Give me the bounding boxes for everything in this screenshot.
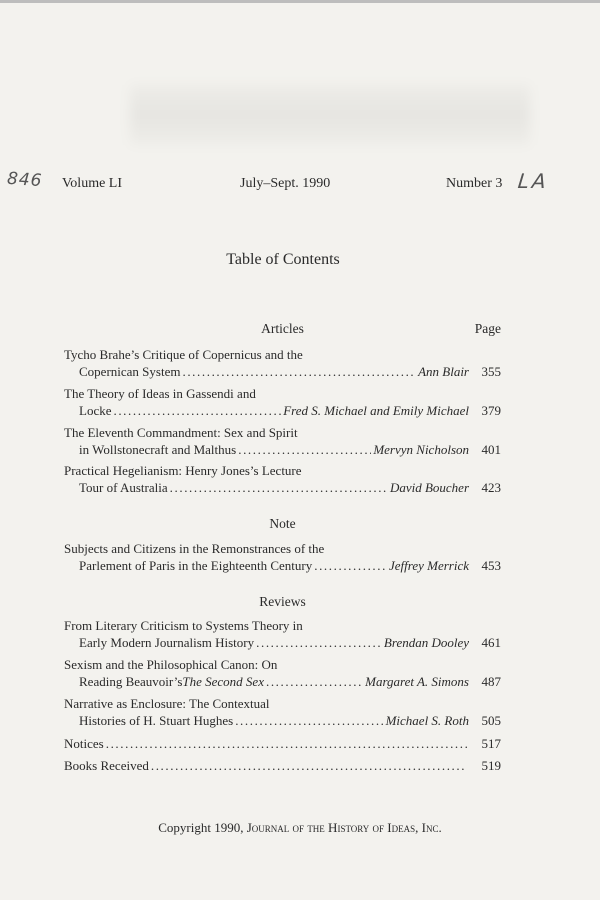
toc-entry-notices[interactable]	[64, 735, 501, 752]
dot-leader	[235, 712, 383, 729]
dot-leader	[266, 673, 363, 690]
entry-title-line2: Early Modern Journalism History	[79, 635, 255, 650]
entry-page: 461	[481, 635, 501, 650]
entry-author: Margaret A. Simons	[365, 674, 469, 689]
entry-title-line1: The Theory of Ideas in Gassendi and	[64, 386, 256, 401]
entry-title-line2: in Wollstonecraft and Malthus	[79, 442, 237, 457]
toc-entry[interactable]	[64, 385, 501, 419]
page-column-label: Page	[474, 321, 501, 336]
page-top-edge	[0, 0, 600, 3]
entry-title-line1: Tycho Brahe’s Critique of Copernicus and the	[64, 347, 303, 362]
dot-leader	[182, 363, 416, 380]
entry-author: Fred S. Michael and Emily Michael	[283, 403, 469, 418]
dot-leader	[256, 634, 382, 651]
section-heading-articles: Articles	[261, 321, 304, 336]
entry-page: 453	[481, 558, 501, 573]
entry-page: 423	[481, 480, 501, 495]
entry-page: 519	[481, 758, 501, 773]
dot-leader	[151, 757, 467, 774]
entry-page: 505	[481, 713, 501, 728]
handwritten-annotation-right: LA	[516, 169, 551, 193]
entry-title-line1: Narrative as Enclosure: The Contextual	[64, 696, 270, 711]
entry-page: 379	[481, 403, 501, 418]
entry-page: 355	[481, 364, 501, 379]
dot-leader	[170, 479, 388, 496]
dot-leader	[314, 557, 387, 574]
entry-author: Michael S. Roth	[385, 713, 469, 728]
entry-title-line1: Practical Hegelianism: Henry Jones’s Lecture	[64, 463, 302, 478]
entry-title-line1: Sexism and the Philosophical Canon: On	[64, 657, 278, 672]
toc-entry[interactable]	[64, 346, 501, 380]
entry-author: Mervyn Nicholson	[373, 442, 469, 457]
entry-title-line2: Copernican System	[79, 364, 181, 379]
toc-entry[interactable]	[64, 617, 501, 651]
journal-name: Journal of the History of Ideas, Inc.	[246, 820, 442, 835]
entry-author: Ann Blair	[418, 364, 469, 379]
entry-title-line2: Histories of H. Stuart Hughes	[79, 713, 234, 728]
entry-title-line2: Tour of Australia	[79, 480, 168, 495]
issue-number: Number 3	[446, 176, 503, 191]
entry-title-line1: From Literary Criticism to Systems Theory in	[64, 618, 303, 633]
dot-leader	[106, 735, 467, 752]
entry-title-line1: The Eleventh Commandment: Sex and Spirit	[64, 425, 298, 440]
toc-entry[interactable]	[64, 656, 501, 690]
entry-title: Notices	[64, 736, 104, 751]
issue-date: July–Sept. 1990	[240, 176, 331, 191]
toc-entry[interactable]	[64, 424, 501, 458]
show-through-text	[130, 85, 530, 145]
volume-label: Volume LI	[62, 176, 123, 191]
section-heading-note: Note	[269, 516, 296, 531]
toc-entry-books-received[interactable]	[64, 757, 501, 774]
page-title: Table of Contents	[226, 251, 340, 268]
entry-title-line2-prefix: Reading Beauvoir’s	[79, 674, 183, 689]
toc-entry[interactable]	[64, 695, 501, 729]
entry-title-italic: The Second Sex	[182, 674, 264, 689]
dot-leader	[113, 402, 281, 419]
copyright-notice	[0, 820, 600, 836]
section-heading-reviews: Reviews	[259, 594, 306, 609]
entry-page: 487	[481, 674, 501, 689]
dot-leader	[238, 441, 371, 458]
handwritten-annotation-left: 846	[6, 168, 44, 192]
copyright-prefix: Copyright 1990,	[158, 820, 244, 835]
entry-author: Brendan Dooley	[383, 635, 469, 650]
entry-page: 401	[481, 442, 501, 457]
entry-title-line2: Parlement of Paris in the Eighteenth Century	[79, 558, 313, 573]
toc-entry[interactable]	[64, 540, 501, 574]
toc-entry[interactable]	[64, 462, 501, 496]
entry-page: 517	[481, 736, 501, 751]
entry-author: David Boucher	[389, 480, 469, 495]
entry-title-line2: Locke	[79, 403, 112, 418]
entry-author: Jeffrey Merrick	[389, 558, 469, 573]
entry-title-line1: Subjects and Citizens in the Remonstrances of the	[64, 541, 325, 556]
entry-title: Books Received	[64, 758, 149, 773]
